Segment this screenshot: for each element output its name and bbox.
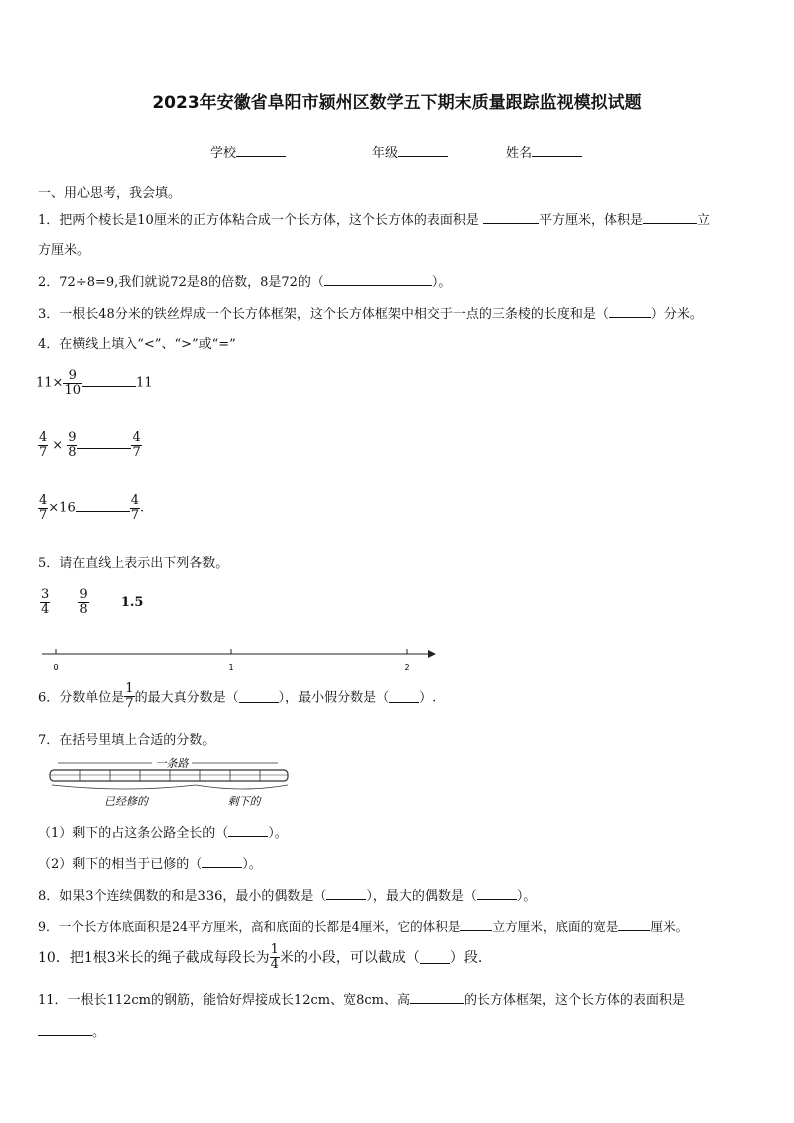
q4-r1-pre: 11× xyxy=(36,375,64,391)
denominator: 7 xyxy=(39,444,48,460)
q11-text: 11．一根长112cm的钢筋，能恰好焊接成长12cm、宽8cm、高 xyxy=(38,993,410,1008)
fraction xyxy=(124,682,134,710)
q1-text-cont: 方厘米。 xyxy=(38,243,91,258)
q6-text: 6．分数单位是 xyxy=(38,690,125,706)
q4-r2-blank[interactable] xyxy=(77,436,131,449)
tick-label: 0 xyxy=(53,663,59,672)
done-brace xyxy=(52,785,196,789)
q10-text: 10．把1根3米长的绳子截成每段长为 xyxy=(38,950,270,967)
denominator: 8 xyxy=(68,444,77,460)
road-diagram xyxy=(46,755,292,809)
number-line[interactable] xyxy=(40,646,440,674)
q9-text: 9．一个长方体底面积是24平方厘米，高和底面的长都是4厘米，它的体积是 xyxy=(38,919,461,934)
q4-r2-op: × xyxy=(52,437,64,453)
q7-p1-blank[interactable] xyxy=(228,824,268,837)
q7-part-2 xyxy=(38,853,262,872)
fraction xyxy=(38,431,48,459)
question-2 xyxy=(38,271,451,290)
grade-field xyxy=(372,142,448,161)
q4-row-3 xyxy=(38,494,144,522)
q4-r1-post: 11 xyxy=(135,375,153,391)
school-label: 学校 xyxy=(210,146,237,161)
denominator: 4 xyxy=(41,601,50,617)
q9-blank-1[interactable] xyxy=(460,918,492,931)
fraction xyxy=(63,369,82,397)
page-title: 2023年安徽省阜阳市颍州区数学五下期末质量跟踪监视模拟试题 xyxy=(152,93,642,113)
q1-text: 1．把两个棱长是10厘米的正方体粘合成一个长方体，这个长方体的表面积是 xyxy=(38,213,483,228)
denominator: 4 xyxy=(270,956,279,972)
q4-row-2 xyxy=(38,431,142,459)
arrow-icon xyxy=(428,650,436,658)
q11-text-2: 的长方体框架，这个长方体的表面积是 xyxy=(464,993,686,1008)
q11-text-3: 。 xyxy=(92,1025,106,1040)
tick-label: 2 xyxy=(404,663,410,672)
q6-text-4: ）. xyxy=(419,690,437,706)
question-5: 5．请在直线上表示出下列各数。 xyxy=(38,556,229,571)
q3-text: 3．一根长48分米的铁丝焊成一个长方体框架，这个长方体框架中相交于一点的三条棱的长度和是（ xyxy=(38,307,609,322)
q6-blank-2[interactable] xyxy=(389,690,419,703)
q5-decimal: 1.5 xyxy=(120,594,144,610)
denominator: 7 xyxy=(125,695,134,711)
numerator: 9 xyxy=(68,368,77,383)
denominator: 8 xyxy=(79,601,88,617)
q7-part-1 xyxy=(38,822,288,841)
q8-blank-1[interactable] xyxy=(326,887,366,900)
q11-blank-2[interactable] xyxy=(38,1023,92,1036)
fraction xyxy=(130,494,140,522)
q7-p1-text-2: ）。 xyxy=(268,826,288,841)
fraction xyxy=(38,494,48,522)
q6-text-2: 的最大真分数是（ xyxy=(134,690,239,706)
q7-p2-text: （2）剩下的相当于已修的（ xyxy=(38,857,203,872)
q4-r3-end: . xyxy=(140,500,145,516)
q3-text-2: ）分米。 xyxy=(650,307,703,322)
numerator: 4 xyxy=(39,430,48,445)
name-field xyxy=(506,142,582,161)
question-4: 4．在横线上填入“<”、“>”或“=” xyxy=(38,337,236,352)
left-brace xyxy=(196,785,288,789)
q11-cont xyxy=(38,1021,105,1040)
done-label: 已经修的 xyxy=(104,795,148,808)
numerator: 9 xyxy=(79,587,88,602)
question-9 xyxy=(38,916,688,935)
numerator: 1 xyxy=(270,942,279,957)
q1-blank-area[interactable] xyxy=(483,211,539,224)
q3-blank[interactable] xyxy=(609,305,651,318)
q5-numbers xyxy=(40,588,143,616)
fraction xyxy=(40,588,50,616)
school-blank[interactable] xyxy=(236,144,286,157)
denominator: 7 xyxy=(130,507,139,523)
q1-text-2: 平方厘米，体积是 xyxy=(538,213,643,228)
question-3 xyxy=(38,303,703,322)
name-blank[interactable] xyxy=(532,144,582,157)
denominator: 7 xyxy=(39,507,48,523)
question-8 xyxy=(38,885,536,904)
fraction xyxy=(67,431,77,459)
numerator: 9 xyxy=(68,430,77,445)
q2-text-2: ）。 xyxy=(431,275,452,290)
q9-text-2: 立方厘米，底面的宽是 xyxy=(492,919,619,934)
denominator: 10 xyxy=(64,382,81,398)
q2-text: 2．72÷8=9,我们就说72是8的倍数，8是72的（ xyxy=(38,275,324,290)
name-label: 姓名 xyxy=(506,146,533,161)
tick-label: 1 xyxy=(228,663,234,672)
question-11 xyxy=(38,989,685,1008)
grade-label: 年级 xyxy=(372,146,399,161)
grade-blank[interactable] xyxy=(398,144,448,157)
question-6 xyxy=(38,682,436,710)
q8-text: 8．如果3个连续偶数的和是336，最小的偶数是（ xyxy=(38,889,327,904)
q1-text-3: 立 xyxy=(696,213,710,228)
q9-text-3: 厘米。 xyxy=(650,919,689,934)
q8-text-3: ）。 xyxy=(516,889,537,904)
numerator: 3 xyxy=(41,587,50,602)
fraction xyxy=(78,588,88,616)
q7-p2-blank[interactable] xyxy=(202,855,242,868)
q4-r3-blank[interactable] xyxy=(76,499,130,512)
fraction xyxy=(131,431,141,459)
q9-blank-2[interactable] xyxy=(618,918,650,931)
q10-blank[interactable] xyxy=(420,951,450,964)
question-10 xyxy=(38,943,482,971)
q1-blank-volume[interactable] xyxy=(643,211,697,224)
q7-p1-text: （1）剩下的占这条公路全长的（ xyxy=(38,826,229,841)
q4-r1-blank[interactable] xyxy=(82,374,136,387)
q8-text-2: ），最大的偶数是（ xyxy=(366,889,477,904)
denominator: 7 xyxy=(132,444,141,460)
numerator: 1 xyxy=(125,681,134,696)
school-field xyxy=(210,142,286,161)
road-ticks xyxy=(80,770,260,781)
numerator: 4 xyxy=(130,493,139,508)
q4-row-1 xyxy=(36,369,153,397)
q6-blank-1[interactable] xyxy=(239,690,279,703)
road-bar xyxy=(50,770,288,781)
numerator: 4 xyxy=(132,430,141,445)
q10-text-2: 米的小段，可以截成（ xyxy=(279,950,420,967)
section-heading: 一、用心思考，我会填。 xyxy=(38,186,182,201)
fraction xyxy=(270,943,280,971)
q8-blank-2[interactable] xyxy=(477,887,517,900)
road-label: 一条路 xyxy=(155,757,189,770)
q2-blank[interactable] xyxy=(324,273,432,286)
question-7: 7．在括号里填上合适的分数。 xyxy=(38,733,216,748)
numerator: 4 xyxy=(39,493,48,508)
q11-blank-1[interactable] xyxy=(410,991,464,1004)
q4-r3-mid: ×16 xyxy=(48,500,76,516)
q10-text-3: ）段. xyxy=(449,950,483,967)
left-label: 剩下的 xyxy=(227,795,261,808)
question-1 xyxy=(38,209,710,228)
q7-p2-text-2: ）。 xyxy=(242,857,262,872)
q6-text-3: ），最小假分数是（ xyxy=(278,690,390,706)
